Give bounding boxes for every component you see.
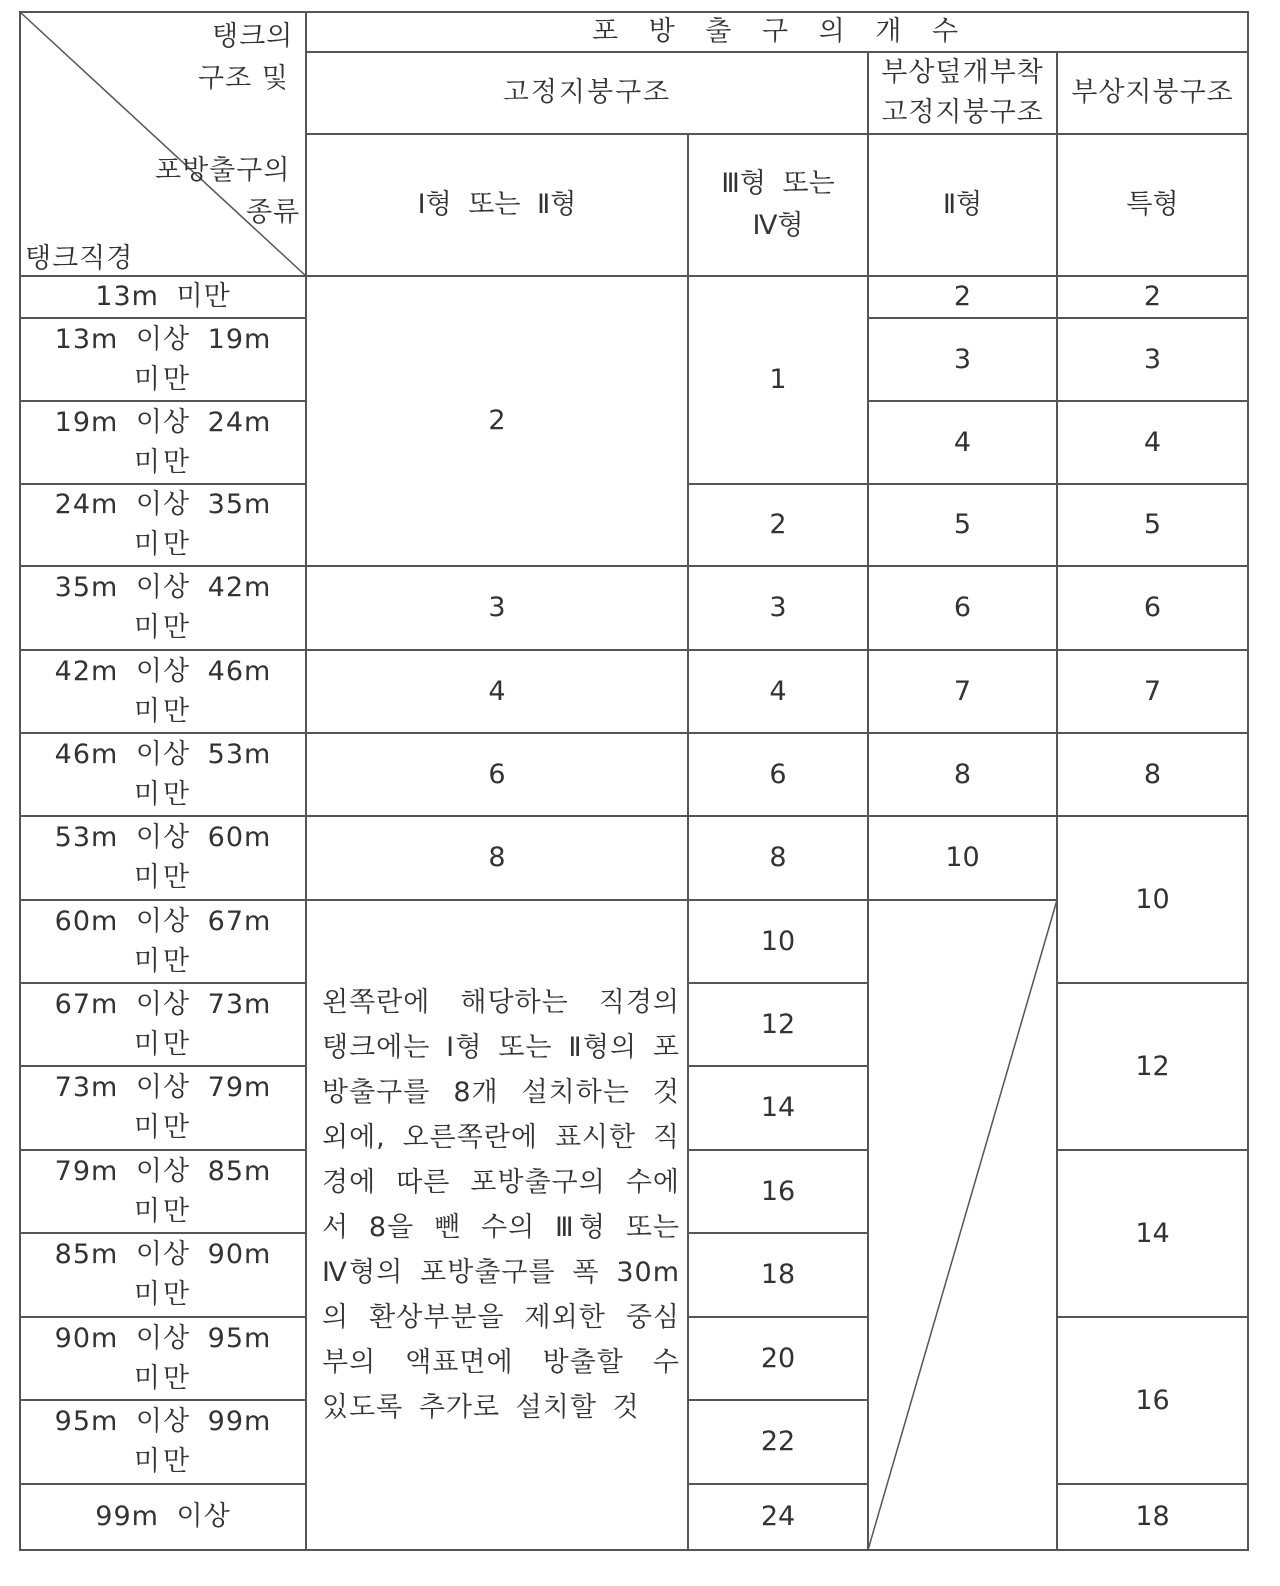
value-cell: 22	[760, 1426, 796, 1458]
header-type-3-4-line2: Ⅳ형	[752, 210, 804, 241]
row-label	[20, 1317, 306, 1400]
row-label-line2: 미만	[133, 1028, 193, 1060]
value-cell: 4	[769, 675, 787, 707]
value-cell: 2	[488, 405, 506, 437]
row-label-line2: 미만	[133, 945, 193, 977]
row-label-line2: 미만	[133, 1195, 193, 1227]
corner-bottom: 탱크직경	[25, 243, 134, 274]
row-label-line1: 79m 이상 85m	[54, 1155, 272, 1187]
header-fixed-roof: 고정지붕구조	[502, 77, 672, 109]
row-label: 13m 미만	[95, 281, 231, 313]
row-label-line1: 53m 이상 60m	[54, 822, 272, 853]
row-label	[20, 484, 306, 566]
row-label-line2: 미만	[133, 1279, 193, 1310]
value-cell: 12	[760, 1008, 796, 1040]
value-cell: 14	[760, 1092, 796, 1124]
header-floating-cover-line1: 부상덮개부착	[881, 57, 1044, 88]
value-cell: 16	[760, 1175, 796, 1207]
row-label	[20, 566, 306, 650]
value-cell: 14	[1135, 1217, 1170, 1249]
row-label-line2: 미만	[133, 862, 193, 893]
row-label-line1: 24m 이상 35m	[54, 489, 272, 520]
value-cell: 6	[1143, 592, 1162, 624]
row-label-line2: 미만	[133, 1112, 193, 1143]
value-cell: 24	[760, 1501, 796, 1533]
row-label	[20, 650, 306, 733]
header-floating-cover	[868, 52, 1057, 134]
value-cell: 8	[953, 758, 972, 790]
value-cell: 3	[769, 592, 787, 624]
value-cell: 10	[1135, 883, 1170, 915]
value-cell: 2	[769, 509, 787, 541]
value-cell: 6	[953, 592, 972, 624]
value-cell: 1	[769, 364, 787, 396]
value-cell: 8	[769, 842, 787, 874]
row-label-line1: 46m 이상 53m	[54, 738, 272, 770]
row-label-line1: 42m 이상 46m	[54, 655, 272, 687]
header-main: 포 방 출 구 의 개 수	[591, 16, 963, 48]
value-cell: 20	[760, 1342, 796, 1374]
value-cell: 10	[945, 842, 980, 874]
value-cell: 18	[760, 1259, 796, 1291]
corner-mid-line1: 포방출구의	[155, 155, 291, 186]
header-type-2: Ⅱ형	[942, 189, 983, 221]
value-cell: 6	[488, 758, 506, 790]
value-cell: 18	[1135, 1501, 1170, 1533]
header-floating-cover-line2: 고정지붕구조	[881, 97, 1044, 128]
row-label-line1: 60m 이상 67m	[54, 905, 272, 937]
header-type-3-4	[688, 134, 868, 276]
corner-mid-line2: 종류	[246, 197, 301, 228]
row-label-line2: 미만	[133, 529, 193, 560]
row-label-line1: 73m 이상 79m	[54, 1072, 272, 1103]
row-label-line1: 90m 이상 95m	[54, 1322, 272, 1354]
row-label	[20, 401, 306, 484]
header-type-special: 특형	[1126, 189, 1179, 221]
value-cell: 7	[1143, 675, 1162, 707]
value-cell: 10	[760, 925, 796, 957]
value-cell: 2	[1143, 281, 1162, 313]
corner-top-line1: 탱크의	[212, 21, 294, 52]
value-cell: 3	[953, 343, 972, 375]
row-label-line1: 85m 이상 90m	[54, 1239, 272, 1270]
row-label-line1: 13m 이상 19m	[54, 323, 272, 355]
row-label	[20, 1150, 306, 1233]
row-label	[20, 816, 306, 900]
row-label-line2: 미만	[133, 446, 193, 478]
header-type-3-4-line1: Ⅲ형 또는	[721, 168, 835, 199]
row-label-line2: 미만	[133, 778, 193, 810]
row-label: 99m 이상	[95, 1501, 231, 1533]
row-label	[20, 318, 306, 401]
value-cell: 3	[1143, 343, 1162, 375]
row-label	[20, 983, 306, 1066]
row-label-line2: 미만	[133, 612, 193, 643]
row-label-line2: 미만	[133, 695, 193, 727]
value-cell: 8	[1143, 758, 1162, 790]
value-cell: 4	[953, 426, 972, 458]
corner-top-line2: 구조 및	[198, 63, 289, 94]
row-label	[20, 900, 306, 983]
row-label	[20, 1233, 306, 1317]
row-label-line1: 67m 이상 73m	[54, 988, 272, 1020]
header-floating-roof: 부상지붕구조	[1071, 77, 1234, 109]
empty-cell-diagonal	[868, 900, 1057, 1550]
row-label	[20, 1066, 306, 1150]
value-cell: 8	[488, 842, 506, 874]
value-cell: 4	[1143, 426, 1162, 458]
value-cell: 5	[953, 509, 972, 541]
row-label-line2: 미만	[133, 363, 193, 395]
value-cell: 6	[769, 758, 787, 790]
row-label-line1: 95m 이상 99m	[54, 1406, 272, 1437]
value-cell: 12	[1135, 1050, 1170, 1082]
row-label	[20, 733, 306, 816]
value-cell: 4	[488, 675, 506, 707]
value-cell: 5	[1143, 509, 1162, 541]
row-label-line2: 미만	[133, 1362, 193, 1394]
row-label	[20, 1400, 306, 1484]
value-cell: 2	[953, 281, 972, 313]
row-label-line1: 35m 이상 42m	[54, 572, 272, 603]
row-label-line2: 미만	[133, 1446, 193, 1477]
row-label-line1: 19m 이상 24m	[54, 406, 272, 438]
value-cell: 3	[488, 592, 506, 624]
note-text: 왼쪽란에 해당하는 직경의 탱크에는 Ⅰ형 또는 Ⅱ형의 포방출구를 8개 설치하는 것 외에, 오른쪽란에 표시한 직경에 따른 포방출구의 수에서 8을 뺀 수의 Ⅲ형 또는 Ⅳ형의 포방출구를 폭 30m의 환상부분을 제외한 중심부의 액표면에 방출할 수 있도록 추가로 설치할 것	[322, 987, 680, 1423]
header-type-1-2: Ⅰ형 또는 Ⅱ형	[417, 189, 577, 221]
value-cell: 7	[953, 675, 972, 707]
value-cell: 16	[1135, 1384, 1170, 1416]
